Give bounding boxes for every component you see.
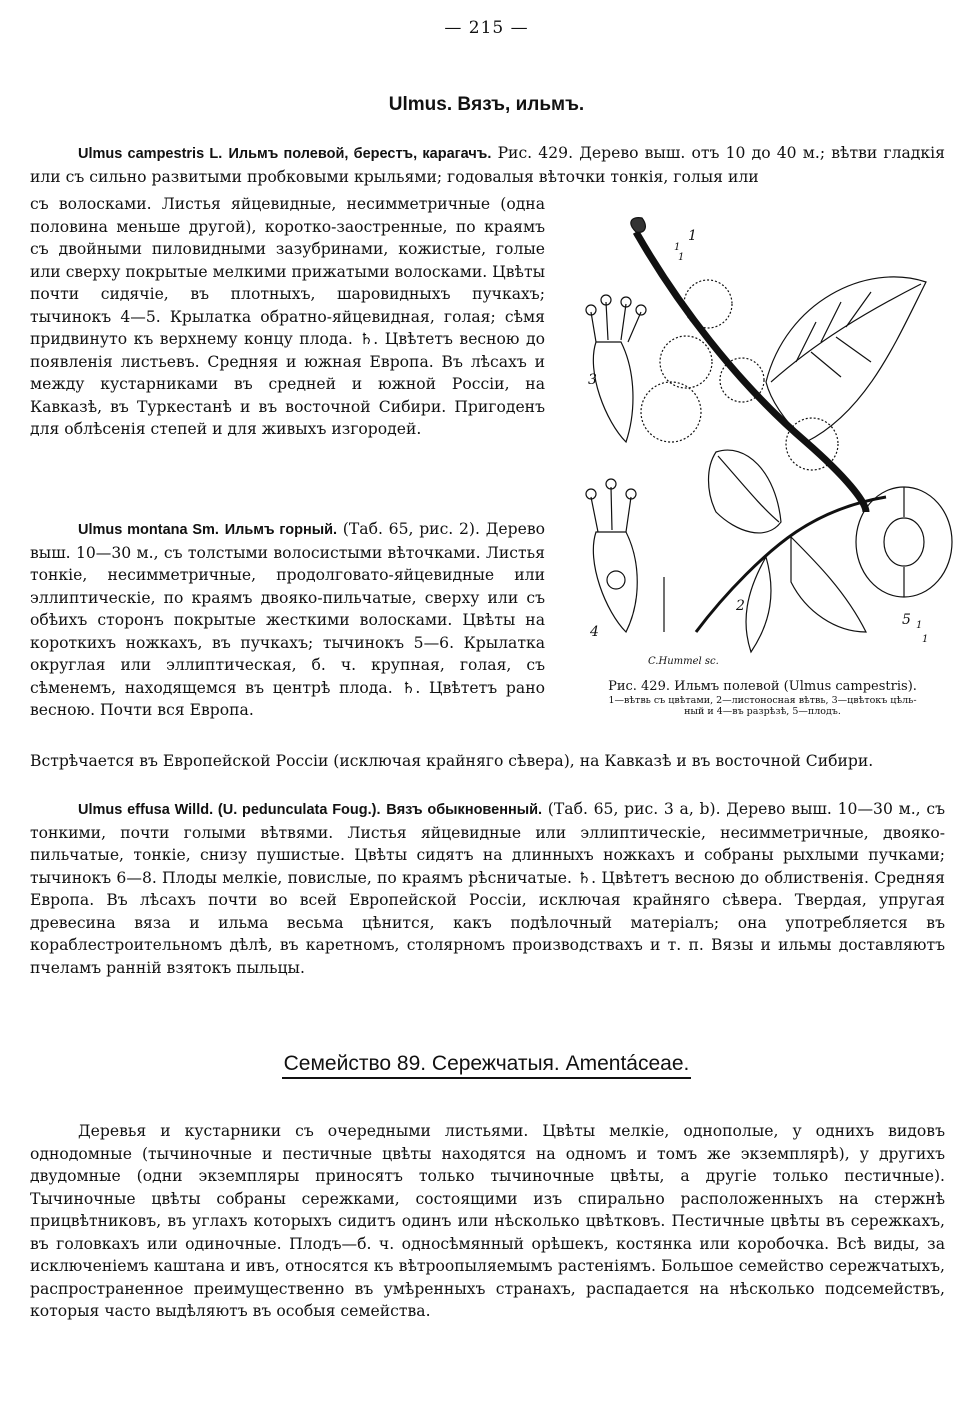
label-5: 5 — [902, 612, 911, 628]
family-description: Деревья и кустарники съ очередными листьями. Цвѣты мелкіе, однополые, у однихъ видовъ однодомные (тычиночные и пестичные цвѣты находятся на одномъ и томъ же экземплярѣ), у другихъ двудомные (одни экземпляры приносятъ только тычиночные цвѣты, а другіе только пестичные). Тычиночные цвѣты собраны сережками, состоящими изъ спирально расположенныхъ на стержнѣ прицвѣтниковъ, въ углахъ которыхъ сидитъ одинъ или нѣсколько цвѣтковъ. Пестичные цвѣты въ сережкахъ, въ головкахъ или одиночные. Плодъ—б. ч. односѣмянный орѣшекъ, костянка или коробочка. Всѣ виды, за исключеніемъ каштана и ивъ, относятся къ вѣтроопыляемымъ растеніямъ. Большое семейство сережчатыхъ, распространенное преимущественно въ умѣренныхъ странахъ, распадается на нѣсколько подсемействъ, которыя часто выдѣляютъ въ особыя семейства. — [30, 1122, 945, 1320]
genus-heading: Ulmus. Вязъ, ильмъ. — [388, 94, 585, 115]
large-leaf — [766, 277, 926, 442]
montana-description: (Таб. 65, рис. 2). Дерево выш. 10—30 м., съ толстыми волосистыми вѣточками. Листья тонкіе, несимметричные, продолговато-яйцевидные или эллиптическіе, по краямъ двояко-пильчатые, сверху или съ обѣихъ сторонъ покрытые жесткими волосками. Цвѣты на короткихъ ножкахъ, въ пучкахъ; тычинокъ 5—6. Крылатка округлая или эллиптическая, б. ч. крупная, голая, съ сѣменемъ, находящемся въ центрѣ плода. ♄. Цвѣтетъ рано весною. Почти вся Европа. — [30, 520, 545, 719]
effusa-description: (Таб. 65, рис. 3 a, b). Дерево выш. 10—30 м., съ тонкими, почти голыми вѣтвями. Листья яйцевидные или эллиптическіе, несимметричные, двояко-пильчатые, тонкіе, снизу пушистые. Цвѣты сидятъ на длинныхъ ножкахъ и собраны рыхлыми пучками; тычинокъ 6—8. Плоды мелкіе, повислые, по краямъ рѣсничатые. ♄. Цвѣтетъ весною до облиственія. Средняя Европа. Въ лѣсахъ почти во всей Европейской Россіи, исключая крайняго сѣвера. Твердая, упругая древесина вяза и ильма весьма цѣнится, какъ подѣлочный матеріалъ; она употребляется въ кораблестроительномъ дѣлѣ, въ каретномъ, столярномъ производствахъ и т. п. Вязы и ильмы доставляютъ пчеламъ ранній взятокъ пыльцы. — [30, 800, 945, 977]
label-frac2-bottom: 1 — [922, 634, 929, 645]
label-frac-bottom: 1 — [678, 252, 685, 263]
main-branch — [636, 232, 866, 512]
montana-entry — [30, 518, 545, 722]
caption-sub-2: ный и 4—въ разрѣзѣ, 5—плодъ. — [684, 706, 841, 717]
effusa-latin-name: Ulmus effusa Willd. (U. pedunculata Foug.). — [78, 802, 381, 818]
label-4: 4 — [590, 624, 599, 640]
montana-latin-name: Ulmus montana Sm. — [78, 522, 219, 538]
caption-sub-1: 1—вѣтвь съ цвѣтами, 2—листоносная вѣтвь, 3—цвѣтокъ цѣль- — [608, 695, 917, 706]
campestris-latin-name: Ulmus campestris L. — [78, 146, 223, 162]
flower-section — [593, 532, 637, 632]
campestris-intro — [30, 142, 945, 188]
page-number: — 215 — — [444, 18, 529, 38]
effusa-entry — [30, 798, 945, 979]
effusa-russian-name: Вязъ обыкновенный. — [386, 802, 543, 818]
campestris-russian-name: Ильмъ полевой, берестъ, карагачъ. — [228, 146, 492, 162]
caption-main: Рис. 429. Ильмъ полевой (Ulmus campestris). — [608, 679, 917, 694]
campestris-text: Рис. 429. Дерево выш. отъ 10 до 40 м.; вѣтви гладкія или съ сильно развитыми пробковыми крыльями; годовалыя вѣточки тонкія, голыя или — [30, 144, 945, 186]
family-heading-text: Семейство 89. Сережчатыя. Amentáceae. — [282, 1052, 692, 1079]
flower-detail — [593, 342, 633, 442]
label-1: 1 — [688, 228, 697, 244]
montana-russian-name: Ильмъ горный. — [224, 522, 338, 538]
family-heading — [0, 1052, 973, 1079]
engraver-signature: C.Hummel sc. — [648, 656, 719, 667]
label-3: 3 — [588, 372, 597, 388]
label-frac2-top: 1 — [916, 620, 923, 631]
montana-distribution: Встрѣчается въ Европейской Россіи (исключая крайняго сѣвера), на Кавказѣ и въ восточной Сибири. — [30, 752, 874, 770]
elm-illustration — [566, 212, 958, 674]
campestris-description: съ волосками. Листья яйцевидные, несимметричные (одна половина меньше другой), коротко-заостренные, по краямъ съ двойными пиловидными зазубринами, кожистые, голые или сверху покрытые мелкими прижатыми волосками. Цвѣты почти сидячіе, въ плотныхъ, шаровидныхъ пучкахъ; тычинокъ 4—5. Крылатка обратно-яйцевидная, голая; сѣмя придвинуто къ верхнему концу плода. ♄. Цвѣтетъ весною до появленія листьевъ. Средняя и южная Европа. Въ лѣсахъ и между кустарниками въ средней и южной Россіи, на Кавказѣ, въ Туркестанѣ и въ восточной Сибири. Пригоденъ для облѣсенія степей и для живыхъ изгородей. — [30, 195, 545, 438]
label-frac-top: 1 — [674, 242, 681, 253]
second-leaf — [709, 450, 782, 533]
figure-caption — [560, 678, 965, 717]
label-2: 2 — [736, 598, 745, 614]
